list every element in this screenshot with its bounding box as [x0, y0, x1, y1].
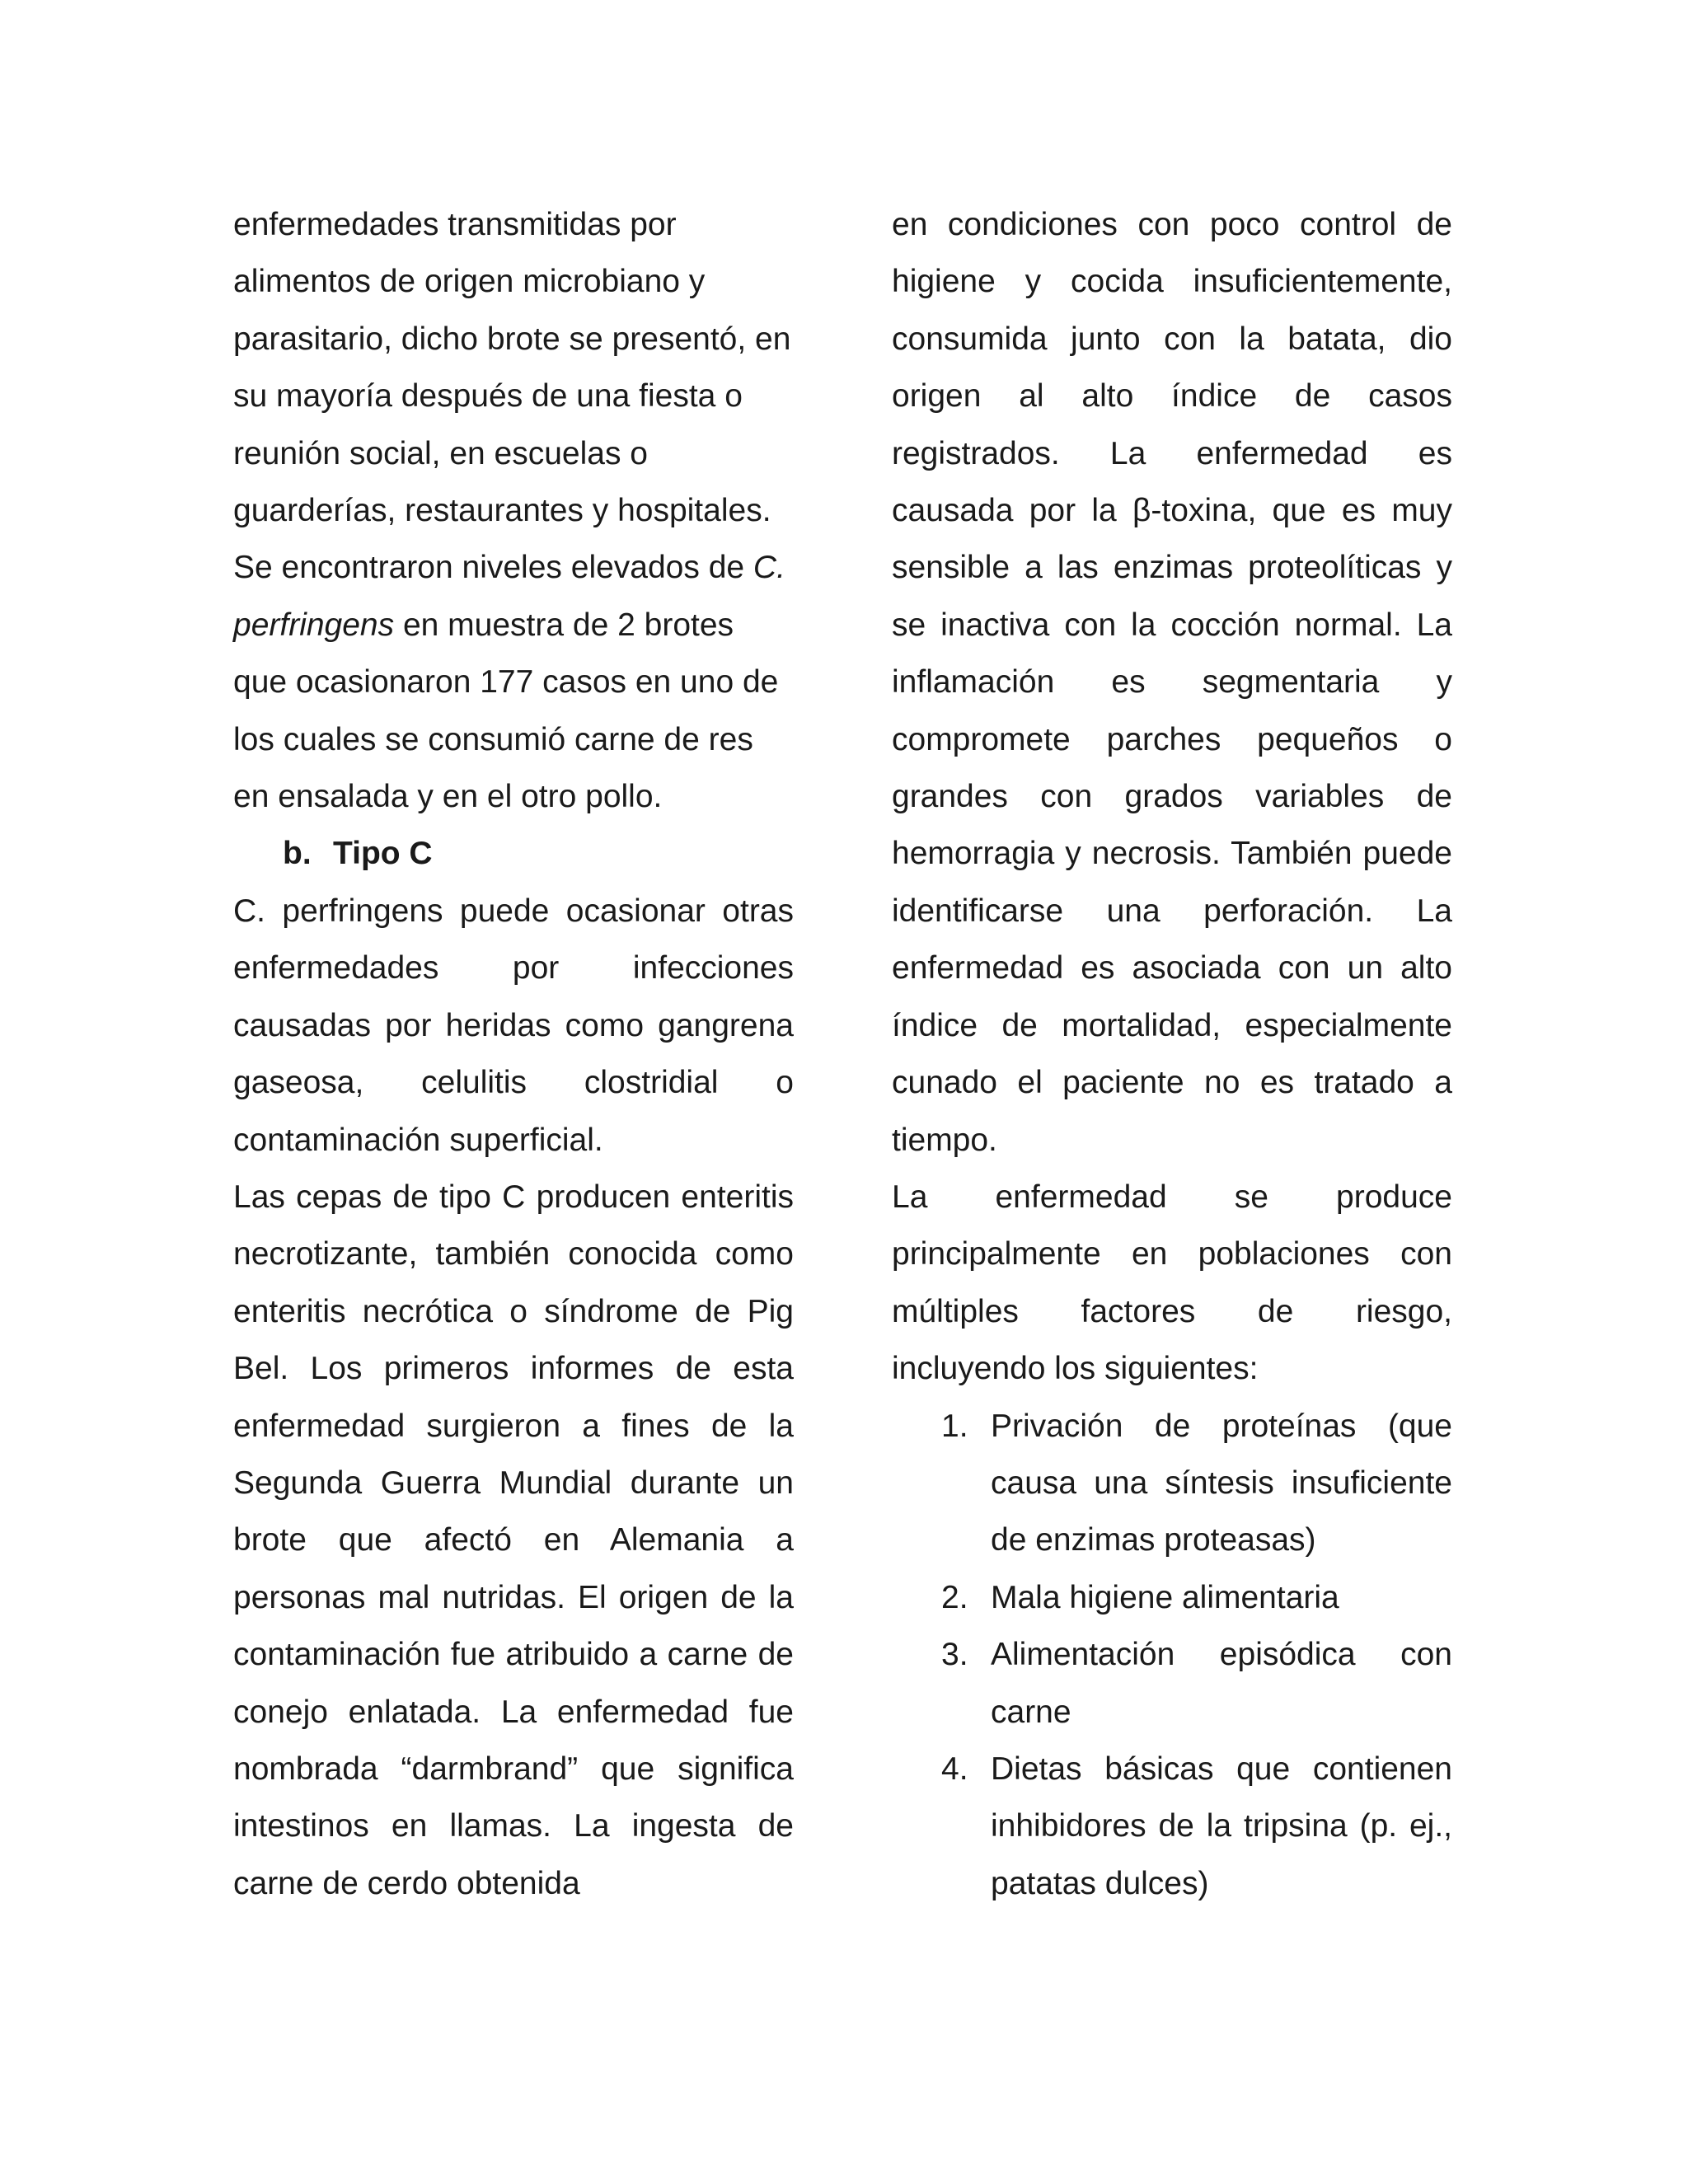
- risk-factor-list: [892, 1398, 1452, 1913]
- list-item-text: Dietas básicas que contienen inhibidores de la tripsina (p. ej., patatas dulces): [991, 1750, 1452, 1901]
- paragraph-pork-ingestion: [892, 196, 1452, 1169]
- paragraph-outbreak: [233, 196, 794, 825]
- list-item-text: Mala higiene alimentaria: [991, 1579, 1339, 1615]
- paragraph-text: en muestra de 2 brotes que ocasionaron 177 casos en uno de los cuales se consumió carne de res en ensalada y en el otro pollo.: [233, 607, 779, 815]
- heading-marker: b.: [283, 836, 312, 872]
- list-number: 4.: [941, 1750, 968, 1787]
- list-item-text: Privación de proteínas (que causa una síntesis insuficiente de enzimas proteasas): [991, 1408, 1452, 1558]
- list-number: 1.: [941, 1408, 968, 1444]
- species-name: C. perfringens: [233, 550, 785, 643]
- paragraph-type-c-strains: [233, 1169, 794, 1912]
- list-item: [892, 1569, 1452, 1626]
- left-column: [233, 196, 794, 1912]
- right-column: [892, 196, 1452, 1912]
- section-heading-tipo-c: [233, 825, 794, 882]
- heading-text: Tipo C: [333, 836, 433, 872]
- paragraph-text: en condiciones con poco control de higiene y cocida insuficientemente, consumida junto con la batata, dio origen al alto índice de casos registrados. La enfermedad es causada por la β-toxina, que es muy sensible a las enzimas proteolíticas y se inactiva con la cocción normal. La inflamación es segmentaria y compromete parches pequeños o grandes con grados variables de hemorragia y necrosis. También puede identificarse una perforación. La enfermedad es asociada con un alto índice de mortalidad, especialmente cunado el paciente no es tratado a tiempo.: [892, 207, 1452, 1158]
- list-item: [892, 1398, 1452, 1569]
- list-number: 3.: [941, 1637, 968, 1673]
- list-number: 2.: [941, 1579, 968, 1615]
- paragraph-text: C. perfringens puede ocasionar otras enfermedades por infecciones causadas por heridas como gangrena gaseosa, celulitis clostridial o contaminación superficial.: [233, 893, 794, 1158]
- paragraph-other-diseases: [233, 883, 794, 1169]
- paragraph-text: La enfermedad se produce principalmente en poblaciones con múltiples factores de riesgo, incluyendo los siguientes:: [892, 1179, 1452, 1387]
- paragraph-text: enfermedades transmitidas por alimentos de origen microbiano y parasitario, dicho brote se presentó, en su mayoría después de una fiesta o reunión social, en escuelas o guarderías, restaurantes y hospitales. Se encontraron niveles elevados de: [233, 207, 791, 586]
- paragraph-risk-factors: [892, 1169, 1452, 1398]
- list-item-text: Alimentación episódica con carne: [991, 1637, 1452, 1730]
- paragraph-text: Las cepas de tipo C producen enteritis necrotizante, también conocida como enteritis necrótica o síndrome de Pig Bel. Los primeros informes de esta enfermedad surgieron a fines de la Segunda Guerra Mundial durante un brote que afectó en Alemania a personas mal nutridas. El origen de la contaminación fue atribuido a carne de conejo enlatada. La enfermedad fue nombrada “darmbrand” que significa intestinos en llamas. La ingesta de carne de cerdo obtenida: [233, 1179, 794, 1901]
- list-item: [892, 1626, 1452, 1741]
- list-item: [892, 1741, 1452, 1912]
